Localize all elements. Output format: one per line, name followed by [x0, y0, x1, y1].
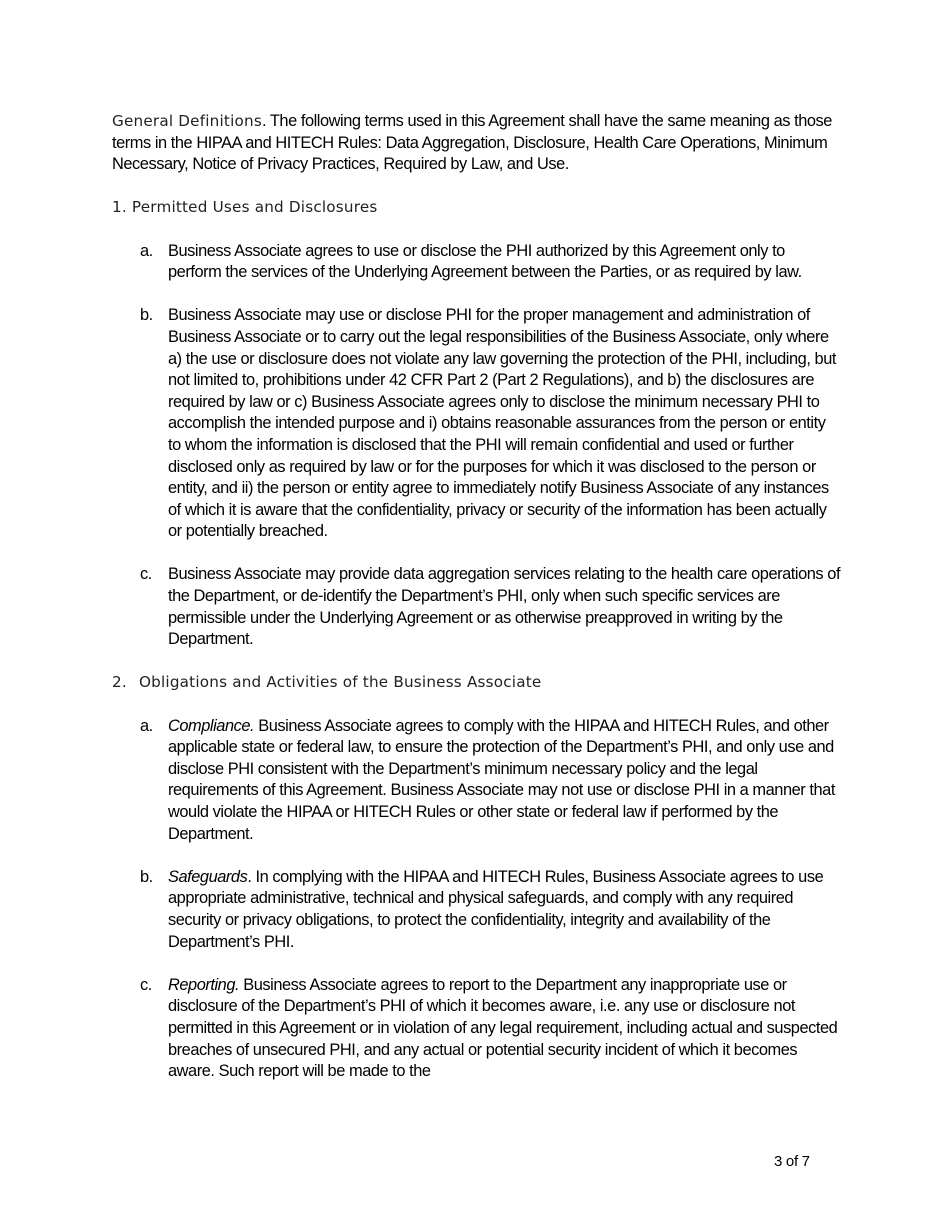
section-1-item-c [112, 564, 842, 650]
section-2-item-c [112, 975, 842, 1083]
item-text: Business Associate may provide data aggregation services relating to the health care operations of the Department, or de-identify the Department’s PHI, only when such specific services are permissible under the Underlying Agreement or as otherwise preapproved in writing by the Department. [168, 565, 841, 649]
section-1-item-a [112, 241, 842, 284]
section-2-title: Obligations and Activities of the Business Associate [139, 673, 542, 692]
item-marker: b. [140, 867, 153, 886]
section-1-item-b [112, 305, 842, 543]
item-text: . In complying with the HIPAA and HITECH Rules, Business Associate agrees to use appropriate administrative, technical and physical safeguards, and comply with any required security or privacy obligations, to protect the confidentiality, integrity and availability of the Department’s PHI. [168, 867, 824, 951]
section-2-item-b [112, 867, 842, 953]
item-marker: a. [140, 716, 153, 735]
item-label: Safeguards [168, 867, 248, 886]
general-definitions-label: General Definitions [112, 112, 262, 130]
item-marker: c. [140, 565, 152, 584]
item-label: Compliance. [168, 716, 255, 735]
section-2-number: 2. [112, 673, 127, 692]
general-definitions-paragraph [112, 111, 842, 176]
item-marker: a. [140, 241, 153, 260]
section-2-heading [112, 672, 842, 694]
page-number: 3 of 7 [774, 1153, 810, 1170]
item-text: Business Associate agrees to report to the Department any inappropriate use or disclosure of the Department’s PHI of which it becomes aware, i.e. any use or disclosure not permitted in this Agreement or in violation of any legal requirement, including actual and suspected breaches of unsecured PHI, and any actual or potential security incident of which it becomes aware. Such report will be made to the [168, 975, 838, 1081]
item-text: Business Associate agrees to use or disclose the PHI authorized by this Agreement only to perform the services of the Underlying Agreement between the Parties, or as required by law. [168, 241, 802, 282]
section-1-heading: 1. Permitted Uses and Disclosures [112, 198, 378, 217]
document-page [112, 111, 842, 1083]
item-text: Business Associate agrees to comply with the HIPAA and HITECH Rules, and other applicable state or federal law, to ensure the protection of the Department’s PHI, and only use and disclose PHI consistent with the Department’s minimum necessary policy and the legal requirements of this Agreement. Business Associate may not use or disclose PHI in a manner that would violate the HIPAA or HITECH Rules or other state or federal law if performed by the Department. [168, 716, 835, 843]
item-text: Business Associate may use or disclose PHI for the proper management and administration of Business Associate or to carry out the legal responsibilities of the Business Associate, only where a) the use or disclosure does not violate any law governing the protection of the PHI, including, but not limited to, prohibitions under 42 CFR Part 2 (Part 2 Regulations), and b) the disclosures are required by law or c) Business Associate agrees only to disclose the minimum necessary PHI to accomplish the intended purpose and i) obtains reasonable assurances from the person or entity to whom the information is disclosed that the PHI will remain confidential and used or further disclosed only as required by law or for the purposes for which it was disclosed to the person or entity, and ii) the person or entity agree to immediately notify Business Associate of any instances of which it is aware that the confidentiality, privacy or security of the information has been actually or potentially breached. [168, 306, 836, 541]
item-marker: c. [140, 975, 152, 994]
general-definitions-text: . The following terms used in this Agreement shall have the same meaning as those terms in the HIPAA and HITECH Rules: Data Aggregation, Disclosure, Health Care Operations, Minimum Necessary, Notice of Privacy Practices, Required by Law, and Use. [112, 112, 832, 174]
section-2-item-a [112, 716, 842, 846]
item-label: Reporting. [168, 975, 240, 994]
item-marker: b. [140, 306, 153, 325]
